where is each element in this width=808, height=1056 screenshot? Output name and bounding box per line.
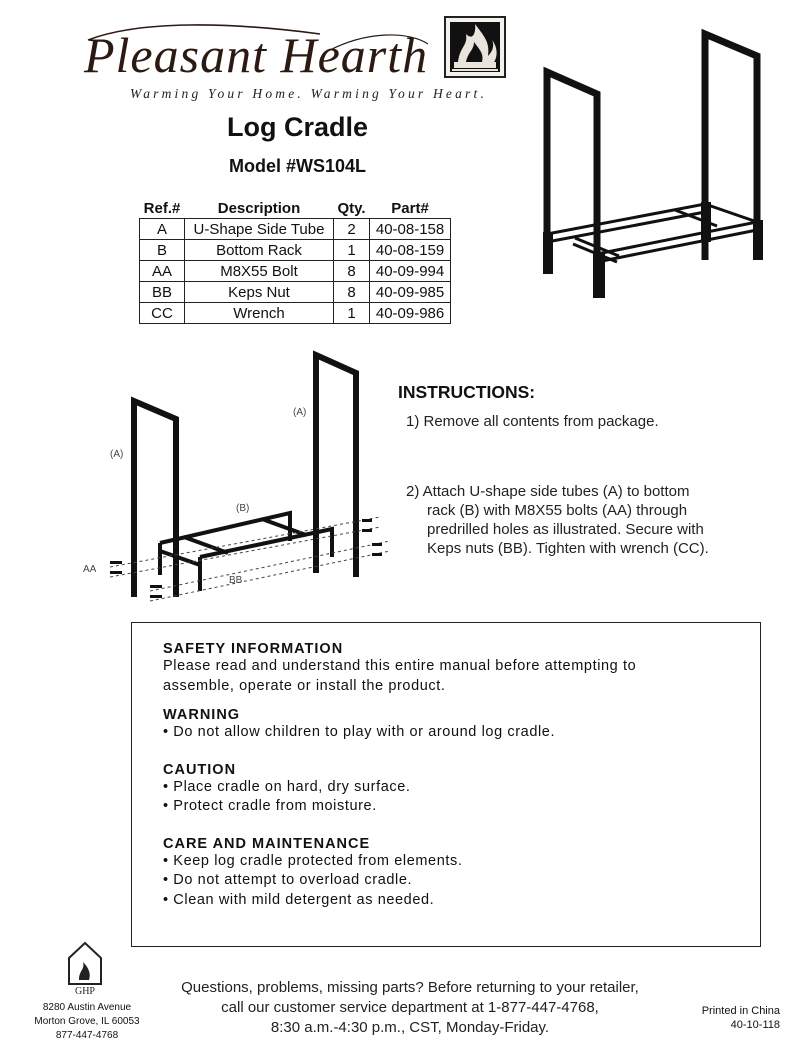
contact-line: Questions, problems, missing parts? Before returning to your retailer, [181, 979, 639, 996]
address-line: 877-447-4768 [55, 1030, 119, 1041]
label-b: (B) [236, 503, 250, 514]
cell-description: Wrench [185, 303, 334, 324]
fireplace-flame-icon [444, 16, 506, 78]
step-2-line: predrilled holes as illustrated. Secure with [427, 521, 704, 538]
instruction-step-2 [406, 482, 756, 558]
contact-line: call our customer service department at 1-877-447-4768, [221, 999, 599, 1016]
care-item: • Do not attempt to overload cradle. [163, 872, 413, 888]
cell-qty: 1 [334, 240, 370, 261]
print-info [680, 1004, 780, 1032]
caution-item: • Place cradle on hard, dry surface. [163, 778, 411, 795]
address-line: 8280 Austin Avenue [42, 1002, 132, 1013]
ghp-logo-text: GHP [74, 986, 96, 995]
assembled-log-cradle-illustration [535, 22, 775, 312]
cell-ref: A [140, 219, 185, 240]
cell-part: 40-09-994 [370, 261, 451, 282]
company-address [22, 1001, 152, 1043]
step-2-line: rack (B) with M8X55 bolts (AA) through [427, 502, 688, 519]
warning-heading: WARNING [163, 707, 241, 723]
contact-line: 8:30 a.m.-4:30 p.m., CST, Monday-Friday. [270, 1019, 550, 1036]
col-ref: Ref.# [143, 199, 181, 217]
label-a-left: (A) [110, 449, 124, 460]
cell-ref: CC [140, 303, 185, 324]
printed-in: Printed in China [701, 1005, 780, 1017]
cell-qty: 1 [334, 303, 370, 324]
cell-part: 40-08-159 [370, 240, 451, 261]
pleasant-hearth-logo [80, 10, 430, 90]
exploded-assembly-diagram [80, 345, 400, 620]
step-2-line: Keps nuts (BB). Tighten with wrench (CC). [427, 540, 709, 557]
label-a-right: (A) [293, 407, 307, 418]
table-row [140, 303, 451, 324]
model-number: Model #WS104L [228, 156, 367, 176]
col-qty: Qty. [337, 199, 366, 217]
col-part: Part# [391, 199, 429, 217]
cell-ref: B [140, 240, 185, 261]
step-2-line: 2) Attach U-shape side tubes (A) to bottom [406, 483, 690, 500]
address-line: Morton Grove, IL 60053 [34, 1016, 140, 1027]
caution-item: • Protect cradle from moisture. [163, 798, 377, 814]
instruction-step-1: 1) Remove all contents from package. [406, 413, 659, 430]
cell-description: M8X55 Bolt [185, 261, 334, 282]
caution-heading: CAUTION [163, 761, 237, 778]
col-description: Description [217, 199, 301, 217]
safety-heading: SAFETY INFORMATION [163, 641, 344, 657]
cell-description: U-Shape Side Tube [185, 219, 334, 240]
cell-part: 40-08-158 [370, 219, 451, 240]
safety-information-box [131, 622, 761, 947]
brand-tagline: Warming Your Home. Warming Your Heart. [130, 86, 488, 101]
safety-intro-line: Please read and understand this entire manual before attempting to [163, 658, 637, 674]
table-row [140, 219, 451, 240]
warning-item: • Do not allow children to play with or around log cradle. [163, 724, 556, 740]
ghp-logo [65, 940, 105, 995]
care-heading: CARE AND MAINTENANCE [163, 835, 371, 852]
care-item: • Keep log cradle protected from elements. [163, 852, 463, 869]
cell-qty: 2 [334, 219, 370, 240]
document-number: 40-10-118 [730, 1019, 780, 1031]
table-row [140, 261, 451, 282]
table-row [140, 282, 451, 303]
instructions-heading: INSTRUCTIONS: [398, 382, 536, 402]
cell-qty: 8 [334, 282, 370, 303]
label-bb: BB [229, 575, 243, 586]
label-aa: AA [83, 564, 97, 575]
cell-part: 40-09-985 [370, 282, 451, 303]
care-item: • Clean with mild detergent as needed. [163, 891, 435, 908]
cell-ref: AA [140, 261, 185, 282]
customer-service-note [150, 978, 670, 1038]
safety-intro-line: assemble, operate or install the product. [163, 677, 446, 694]
cell-qty: 8 [334, 261, 370, 282]
cell-description: Bottom Rack [185, 240, 334, 261]
parts-table [139, 198, 451, 324]
cell-ref: BB [140, 282, 185, 303]
page-title: Log Cradle [226, 112, 368, 142]
table-row [140, 240, 451, 261]
brand-name: Pleasant Hearth [84, 27, 429, 83]
cell-part: 40-09-986 [370, 303, 451, 324]
parts-table-header [140, 198, 451, 219]
cell-description: Keps Nut [185, 282, 334, 303]
